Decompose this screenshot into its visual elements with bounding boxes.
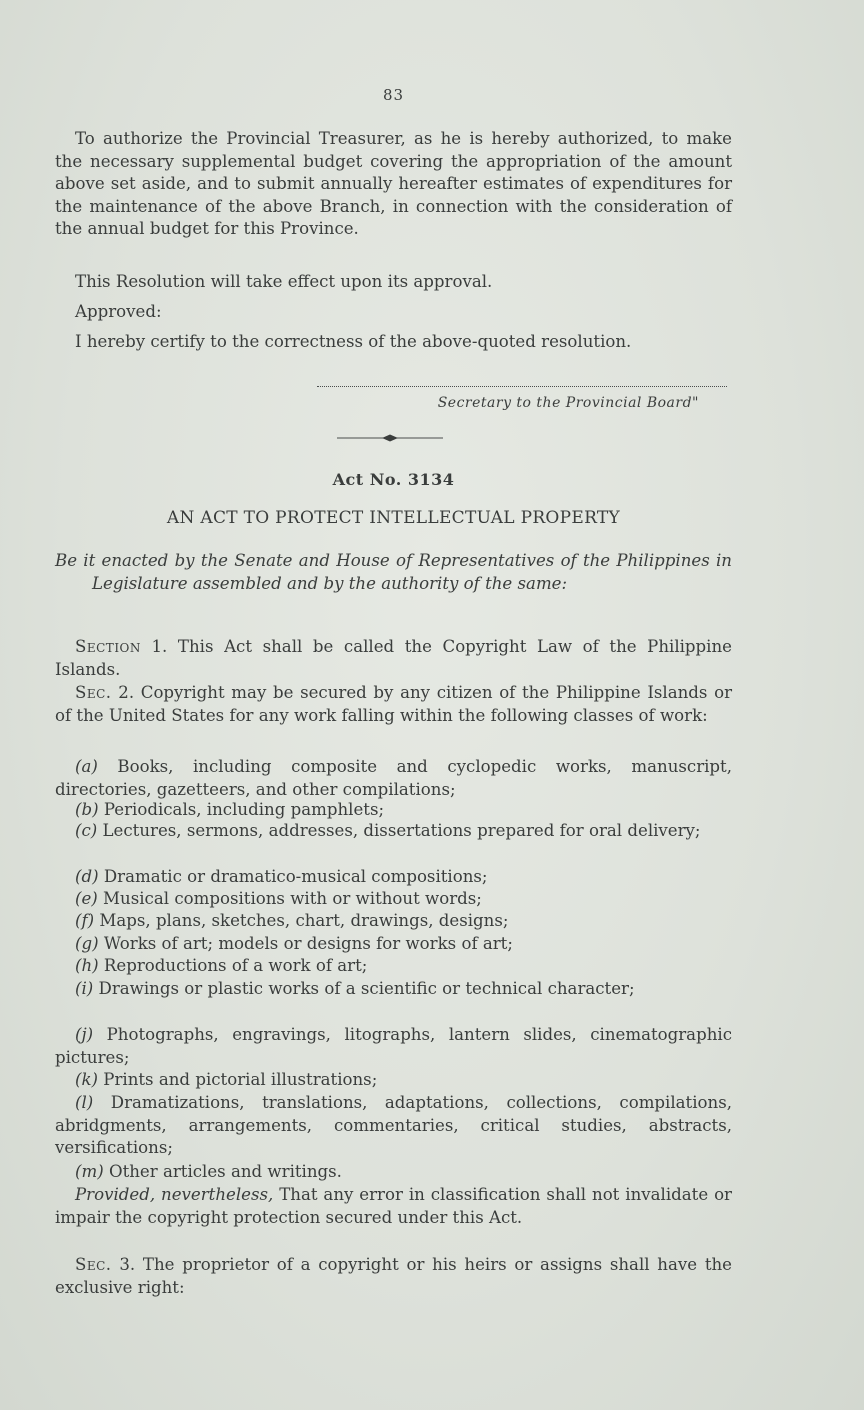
class-item-h: (h) Reproductions of a work of art; — [75, 956, 368, 975]
class-item-e: (e) Musical compositions with or without words; — [75, 889, 482, 908]
enacting-clause: Be it enacted by the Senate and House of Representatives of the Philippines in Legislature assembled and by the authority of the same: — [55, 551, 732, 593]
section-1-text: 1. This Act shall be called the Copyright Law of the Philippine Islands. — [55, 637, 732, 679]
proviso — [55, 1184, 732, 1229]
section-1 — [55, 636, 732, 681]
act-title: AN ACT TO PROTECT INTELLECTUAL PROPERTY — [166, 508, 621, 528]
class-item-m: (m) Other articles and writings. — [75, 1162, 342, 1181]
signature-line — [317, 386, 727, 387]
class-item-d: (d) Dramatic or dramatico-musical compositions; — [75, 867, 488, 886]
section-2-label: Sec. — [75, 683, 112, 702]
proviso-lead: Provided, nevertheless, — [75, 1185, 274, 1204]
class-item-k: (k) Prints and pictorial illustrations; — [75, 1070, 378, 1089]
signature-title: Secretary to the Provincial Board" — [437, 395, 699, 411]
class-item-l: (l) Dramatizations, translations, adaptations, collections, compilations, abridgments, arrangements, commentaries, critical studies, abstracts, versifications; — [55, 1093, 732, 1157]
class-item-i: (i) Drawings or plastic works of a scientific or technical character; — [75, 979, 635, 998]
act-number: Act No. 3134 — [332, 470, 455, 489]
section-2-text: 2. Copyright may be secured by any citizen of the Philippine Islands or of the United States for any work falling within the following classes of work: — [55, 683, 732, 725]
intro-paragraph-3: Approved: — [75, 302, 162, 321]
section-2 — [55, 682, 732, 727]
ornament-divider — [337, 432, 443, 444]
class-item-g: (g) Works of art; models or designs for works of art; — [75, 934, 513, 953]
class-item-c: (c) Lectures, sermons, addresses, dissertations prepared for oral delivery; — [75, 821, 701, 840]
section-3-text: 3. The proprietor of a copyright or his heirs or assigns shall have the exclusive right: — [55, 1255, 732, 1297]
intro-paragraph-2: This Resolution will take effect upon its approval. — [75, 272, 493, 291]
class-item-j: (j) Photographs, engravings, litographs, lantern slides, cinematographic pictures; — [55, 1025, 732, 1067]
class-item-a: (a) Books, including composite and cyclopedic works, manuscript, directories, gazetteers, and other compilations; — [55, 757, 732, 799]
section-3-label: Sec. — [75, 1255, 112, 1274]
intro-paragraph-4: I hereby certify to the correctness of the above-quoted resolution. — [75, 332, 632, 351]
intro-paragraph-1: To authorize the Provincial Treasurer, as he is hereby authorized, to make the necessary supplemental budget covering the appropriation of the amount above set aside, and to submit annually hereafter estimates of expenditures for the maintenance of the above Branch, in connection with the consideration of the annual budget for this Province. — [55, 129, 732, 238]
proviso-text: That any error in classification shall not invalidate or impair the copyright protection secured under this Act. — [55, 1185, 732, 1227]
section-1-label: Section — [75, 637, 141, 656]
document-page — [55, 0, 732, 1410]
class-item-b: (b) Periodicals, including pamphlets; — [75, 800, 385, 819]
class-item-f: (f) Maps, plans, sketches, chart, drawings, designs; — [75, 911, 509, 930]
page-number: 83 — [382, 86, 405, 104]
section-3 — [55, 1254, 732, 1299]
